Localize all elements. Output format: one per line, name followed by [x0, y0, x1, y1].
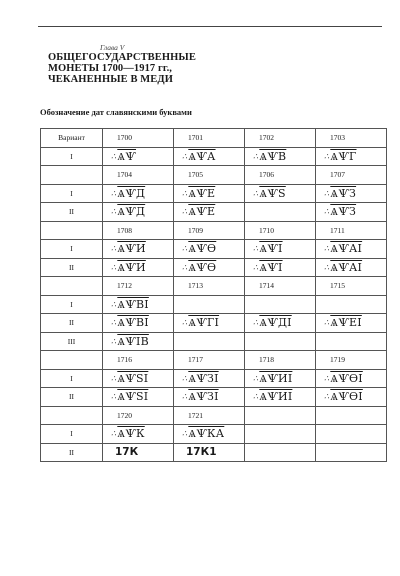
date-mark-cell	[316, 184, 387, 203]
titlo-sign-icon: ∴	[253, 188, 259, 198]
variant-label: Вариант	[41, 129, 103, 148]
chapter-label: Глава V	[100, 43, 125, 52]
date-mark-text: ѦѰИ	[117, 260, 146, 274]
variant-label: II	[41, 258, 103, 277]
year-cell	[245, 406, 316, 425]
date-mark	[174, 427, 244, 440]
date-mark	[245, 316, 315, 329]
date-mark-text: ѦѰЗ	[330, 186, 357, 200]
titlo-sign-icon: ∴	[182, 151, 188, 161]
date-mark-cell	[316, 443, 387, 462]
date-mark-cell	[174, 184, 245, 203]
date-mark-text: ѦѰВ	[259, 149, 287, 163]
variant-label	[41, 166, 103, 185]
date-mark	[103, 205, 173, 218]
year-cell: 1717	[174, 351, 245, 370]
date-mark-text: ѦѰЅІ	[117, 371, 149, 385]
date-mark-text: ѦѰГІ	[188, 316, 220, 330]
variant-label	[41, 221, 103, 240]
year-cell: 1706	[245, 166, 316, 185]
year-cell: 1707	[316, 166, 387, 185]
year-header-row	[41, 129, 387, 148]
titlo-sign-icon: ∴	[324, 373, 330, 383]
year-cell: 1718	[245, 351, 316, 370]
date-mark	[245, 150, 315, 163]
year-header-row	[41, 277, 387, 296]
date-mark-text: ѦѰЕ	[188, 205, 216, 219]
variant-label: II	[41, 388, 103, 407]
date-letters-table	[40, 128, 387, 462]
year-cell: 1716	[103, 351, 174, 370]
date-mark-cell	[245, 314, 316, 333]
date-mark-cell	[103, 443, 174, 462]
date-mark-text: ѦѰДІ	[259, 316, 292, 330]
titlo-sign-icon: ∴	[324, 188, 330, 198]
variant-label: I	[41, 184, 103, 203]
year-cell: 1719	[316, 351, 387, 370]
date-mark	[245, 242, 315, 255]
titlo-sign-icon: ∴	[182, 429, 188, 439]
titlo-sign-icon: ∴	[182, 373, 188, 383]
variant-label: I	[41, 240, 103, 259]
date-mark	[174, 316, 244, 329]
date-mark	[174, 205, 244, 218]
date-mark-text: ѦѰК	[117, 427, 145, 441]
date-mark	[316, 261, 386, 274]
titlo-sign-icon: ∴	[182, 318, 188, 328]
date-mark-cell	[245, 184, 316, 203]
date-mark	[174, 261, 244, 274]
titlo-sign-icon: ∴	[253, 262, 259, 272]
date-mark	[245, 261, 315, 274]
date-mark-cell	[174, 425, 245, 444]
titlo-sign-icon: ∴	[111, 299, 117, 309]
date-mark	[316, 187, 386, 200]
year-cell: 1701	[174, 129, 245, 148]
titlo-sign-icon: ∴	[111, 207, 117, 217]
date-mark-text: ѦѰІВ	[117, 334, 149, 348]
date-mark-cell	[245, 203, 316, 222]
date-mark-cell	[174, 203, 245, 222]
variant-row	[41, 388, 387, 407]
date-mark	[174, 150, 244, 163]
variant-label: II	[41, 314, 103, 333]
date-mark-text: ѦѰЗ	[330, 205, 357, 219]
date-mark	[174, 372, 244, 385]
date-mark-text: ѦѰИІ	[259, 371, 293, 385]
titlo-sign-icon: ∴	[111, 429, 117, 439]
year-cell: 1715	[316, 277, 387, 296]
year-cell: 1704	[103, 166, 174, 185]
date-mark-cell	[316, 388, 387, 407]
variant-label	[41, 277, 103, 296]
date-mark-cell	[103, 295, 174, 314]
date-mark	[174, 390, 244, 403]
titlo-sign-icon: ∴	[324, 262, 330, 272]
year-cell: 1720	[103, 406, 174, 425]
date-mark-cell	[245, 332, 316, 351]
date-mark-text: 17К	[115, 446, 139, 459]
heading-line: ОБЩЕГОСУДАРСТВЕННЫЕ	[48, 52, 196, 63]
date-mark-cell	[316, 425, 387, 444]
year-cell: 1705	[174, 166, 245, 185]
date-mark	[316, 372, 386, 385]
year-cell: 1721	[174, 406, 245, 425]
year-cell: 1700	[103, 129, 174, 148]
date-mark-cell	[174, 258, 245, 277]
date-mark-cell	[245, 443, 316, 462]
variant-row	[41, 443, 387, 462]
date-mark-text: ѦѰКА	[188, 427, 225, 441]
date-mark-text: ѦѰІ	[259, 260, 283, 274]
date-mark-text: ѦѰѲІ	[330, 390, 363, 404]
date-mark-text: ѦѰВІ	[117, 316, 149, 330]
date-mark-cell	[316, 332, 387, 351]
year-header-row	[41, 351, 387, 370]
variant-row	[41, 332, 387, 351]
year-cell: 1712	[103, 277, 174, 296]
date-mark-cell	[103, 332, 174, 351]
titlo-sign-icon: ∴	[324, 207, 330, 217]
year-cell: 1702	[245, 129, 316, 148]
year-cell: 1710	[245, 221, 316, 240]
date-mark	[316, 316, 386, 329]
date-mark	[316, 390, 386, 403]
titlo-sign-icon: ∴	[253, 318, 259, 328]
date-mark	[103, 335, 173, 348]
year-cell: 1703	[316, 129, 387, 148]
date-mark-cell	[103, 369, 174, 388]
date-mark	[103, 261, 173, 274]
date-mark-cell	[316, 240, 387, 259]
date-mark-text: ѦѰѲІ	[330, 371, 363, 385]
variant-label: I	[41, 147, 103, 166]
date-mark	[103, 390, 173, 403]
date-mark-text: ѦѰ	[117, 149, 137, 163]
date-mark-cell	[316, 369, 387, 388]
variant-row	[41, 369, 387, 388]
date-mark-cell	[174, 314, 245, 333]
titlo-sign-icon: ∴	[111, 244, 117, 254]
date-mark-cell	[103, 147, 174, 166]
variant-label	[41, 351, 103, 370]
year-header-row	[41, 221, 387, 240]
titlo-sign-icon: ∴	[111, 188, 117, 198]
top-rule	[38, 26, 382, 27]
date-mark	[103, 150, 173, 163]
titlo-sign-icon: ∴	[324, 318, 330, 328]
date-mark-cell	[174, 369, 245, 388]
variant-row	[41, 203, 387, 222]
titlo-sign-icon: ∴	[182, 207, 188, 217]
year-cell: 1711	[316, 221, 387, 240]
date-mark	[174, 187, 244, 200]
variant-row	[41, 147, 387, 166]
date-mark	[103, 242, 173, 255]
date-mark-cell	[245, 388, 316, 407]
date-mark-text: ѦѰВІ	[117, 297, 149, 311]
page-heading	[48, 52, 248, 85]
date-mark	[103, 372, 173, 385]
date-mark-cell	[174, 295, 245, 314]
titlo-sign-icon: ∴	[182, 244, 188, 254]
date-mark-cell	[245, 295, 316, 314]
date-mark-text: ѦѰѲ	[188, 260, 217, 274]
date-mark-cell	[174, 332, 245, 351]
variant-label: II	[41, 443, 103, 462]
variant-row	[41, 295, 387, 314]
titlo-sign-icon: ∴	[253, 392, 259, 402]
date-mark-cell	[174, 443, 245, 462]
date-mark	[316, 150, 386, 163]
date-mark-cell	[103, 258, 174, 277]
date-mark-text: ѦѰИІ	[259, 390, 293, 404]
date-mark-cell	[103, 240, 174, 259]
date-mark-cell	[245, 369, 316, 388]
titlo-sign-icon: ∴	[111, 392, 117, 402]
titlo-sign-icon: ∴	[182, 188, 188, 198]
date-mark	[103, 316, 173, 329]
date-mark-cell	[245, 425, 316, 444]
date-mark	[316, 242, 386, 255]
variant-label: III	[41, 332, 103, 351]
titlo-sign-icon: ∴	[253, 151, 259, 161]
titlo-sign-icon: ∴	[111, 336, 117, 346]
date-mark-cell	[174, 240, 245, 259]
year-cell: 1708	[103, 221, 174, 240]
date-mark-text: ѦѰД	[117, 205, 146, 219]
date-mark-text: ѦѰД	[117, 186, 146, 200]
year-cell: 1713	[174, 277, 245, 296]
titlo-sign-icon: ∴	[253, 244, 259, 254]
date-mark-cell	[245, 147, 316, 166]
date-mark-cell	[316, 147, 387, 166]
date-mark-text: ѦѰИ	[117, 242, 146, 256]
date-mark-text: ѦѰЗІ	[188, 371, 219, 385]
date-mark-text: ѦѰѲ	[188, 242, 217, 256]
date-mark-cell	[316, 295, 387, 314]
titlo-sign-icon: ∴	[111, 151, 117, 161]
date-mark-cell	[245, 258, 316, 277]
date-mark-text: ѦѰАІ	[330, 260, 363, 274]
date-mark-cell	[316, 203, 387, 222]
titlo-sign-icon: ∴	[324, 392, 330, 402]
date-mark-cell	[103, 388, 174, 407]
date-mark-cell	[245, 240, 316, 259]
date-mark	[103, 427, 173, 440]
variant-label: I	[41, 295, 103, 314]
variant-row	[41, 240, 387, 259]
table-subtitle: Обозначение дат славянскими буквами	[40, 107, 192, 117]
heading-line: МОНЕТЫ 1700—1917 гг.,	[48, 63, 173, 74]
date-mark-cell	[103, 425, 174, 444]
titlo-sign-icon: ∴	[182, 392, 188, 402]
heading-line: ЧЕКАНЕННЫЕ В МЕДИ	[48, 74, 173, 85]
titlo-sign-icon: ∴	[111, 262, 117, 272]
date-mark-text: ѦѰІ	[259, 242, 283, 256]
year-cell	[316, 406, 387, 425]
titlo-sign-icon: ∴	[111, 318, 117, 328]
date-mark-cell	[316, 258, 387, 277]
date-mark	[174, 242, 244, 255]
date-mark-text: ѦѰЗІ	[188, 390, 219, 404]
date-mark-cell	[103, 314, 174, 333]
date-mark-text: ѦѰЕ	[188, 186, 216, 200]
date-mark-cell	[316, 314, 387, 333]
date-mark-text: ѦѰЅ	[259, 186, 286, 200]
year-cell: 1714	[245, 277, 316, 296]
date-mark-cell	[103, 184, 174, 203]
date-mark	[245, 187, 315, 200]
titlo-sign-icon: ∴	[324, 244, 330, 254]
date-mark-cell	[174, 147, 245, 166]
date-mark-text: ѦѰАІ	[330, 242, 363, 256]
date-mark	[316, 205, 386, 218]
variant-row	[41, 425, 387, 444]
date-mark-text: ѦѰГ	[330, 149, 357, 163]
titlo-sign-icon: ∴	[182, 262, 188, 272]
titlo-sign-icon: ∴	[253, 373, 259, 383]
date-mark	[103, 187, 173, 200]
variant-label: II	[41, 203, 103, 222]
date-mark	[245, 390, 315, 403]
variant-label	[41, 406, 103, 425]
variant-row	[41, 314, 387, 333]
variant-row	[41, 184, 387, 203]
date-mark-text: ѦѰЕІ	[330, 316, 362, 330]
variant-label: I	[41, 369, 103, 388]
year-header-row	[41, 406, 387, 425]
variant-label: I	[41, 425, 103, 444]
variant-row	[41, 258, 387, 277]
date-mark-text: ѦѰЅІ	[117, 390, 149, 404]
date-mark	[245, 372, 315, 385]
year-header-row	[41, 166, 387, 185]
titlo-sign-icon: ∴	[324, 151, 330, 161]
date-mark-text: ѦѰА	[188, 149, 216, 163]
date-mark	[103, 298, 173, 311]
date-mark-cell	[174, 388, 245, 407]
date-mark-text: 17К1	[186, 446, 217, 459]
date-mark-cell	[103, 203, 174, 222]
year-cell: 1709	[174, 221, 245, 240]
titlo-sign-icon: ∴	[111, 373, 117, 383]
